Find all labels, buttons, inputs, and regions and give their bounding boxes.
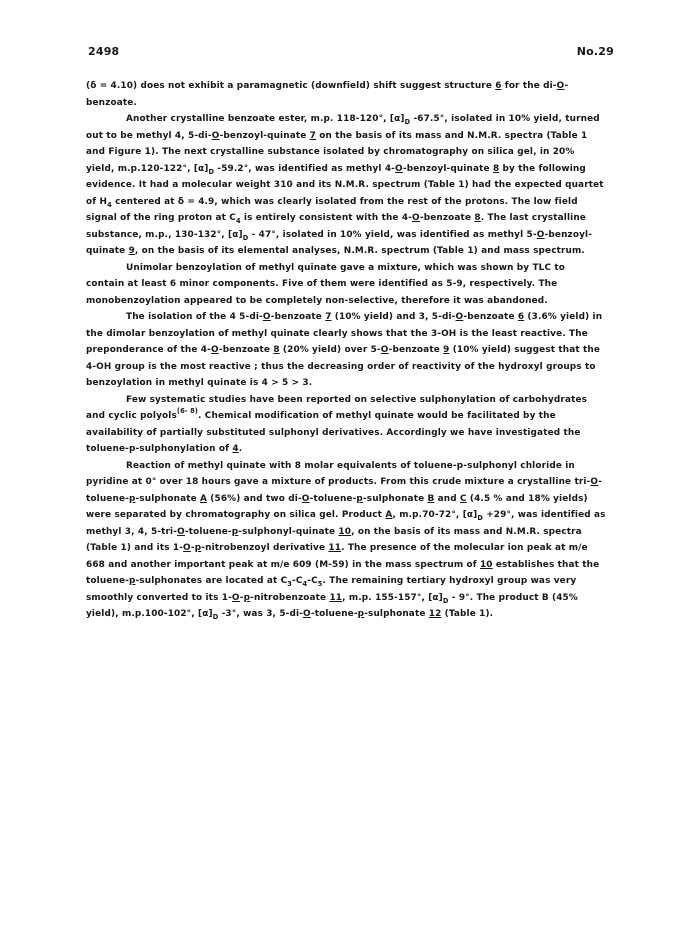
- compound-ref: O: [262, 312, 271, 322]
- subscript: 3: [287, 580, 293, 588]
- compound-ref: 10: [479, 559, 493, 570]
- text-run: -: [239, 592, 244, 603]
- compound-ref: 8: [492, 163, 500, 174]
- compound-ref: 4: [232, 444, 239, 454]
- compound-ref: 9: [128, 246, 135, 256]
- text-run: on the basis of its mass and N.M.R. spectra (Table 1 and Figure 1). The next crystalline substance isolated by chromatography on silica gel, in 20% yield, m.p.120-122°, [α]: [86, 130, 588, 174]
- compound-ref: O: [211, 130, 220, 141]
- compound-ref: 11: [329, 592, 343, 603]
- compound-ref: O: [177, 526, 185, 537]
- text-run: Few systematic studies have been reported on selective sulphonylation of carbohydrates and cyclic polyols: [86, 394, 588, 421]
- text-run: -benzoyl-quinate: [219, 130, 310, 141]
- article-body: [86, 78, 606, 623]
- text-run: establishes that the toluene-: [86, 559, 600, 586]
- compound-ref: O: [590, 477, 599, 487]
- compound-ref: O: [455, 312, 464, 322]
- text-run: -67.5°, isolated in 10% yield, turned out to be methyl 4, 5-di-: [86, 114, 600, 141]
- paragraph-reactivity-order: [86, 309, 606, 392]
- text-run: - 47°, isolated in 10% yield, was identified as methyl 5-: [248, 229, 537, 240]
- compound-ref: O: [210, 345, 219, 355]
- text-run: -sulphonate: [364, 609, 429, 619]
- text-run: . The presence of the molecular ion peak at m/e 668 and another important peak at m/e 609 (M-59) in the mass spectrum of: [86, 543, 588, 570]
- text-run: -benzoate: [463, 312, 518, 322]
- subscript: D: [242, 233, 249, 242]
- compound-ref: 8: [273, 345, 280, 355]
- text-run: -toluene-: [184, 526, 232, 537]
- compound-ref: p: [194, 543, 202, 553]
- compound-ref: 9: [443, 345, 450, 355]
- text-run: -benzoate.: [86, 81, 569, 108]
- subscript: D: [477, 514, 483, 522]
- text-run: -sulphonates are located at C: [135, 576, 288, 586]
- text-run: -sulphonate: [135, 493, 201, 504]
- subscript: 4: [235, 217, 241, 225]
- text-run: (10% yield) suggest that the 4-OH group is the most reactive ; thus the decreasing order of reactivity of the hydroxyl groups to benzoylation in methyl quinate is 4 > 5 > 3.: [86, 345, 601, 388]
- compound-ref: 7: [309, 130, 316, 141]
- text-run: by the following evidence. It had a molecular weight 310 and its N.M.R. spectrum (Table 1) had the expected quartet of H: [86, 163, 604, 207]
- text-run: -sulphonate: [362, 493, 428, 504]
- subscript: 4: [107, 200, 112, 209]
- paragraph-structure-6: [86, 78, 606, 111]
- subscript: 4: [302, 580, 308, 588]
- compound-ref: A: [385, 510, 393, 520]
- reference-superscript: (6- 8): [176, 407, 199, 415]
- text-run: -benzoyl-quinate: [402, 163, 493, 174]
- text-run: -benzoyl-quinate: [86, 229, 593, 256]
- text-run: -C: [307, 576, 318, 586]
- text-run: (56%) and two di-: [207, 493, 302, 504]
- compound-ref: C: [460, 493, 467, 504]
- compound-ref: p: [356, 493, 363, 504]
- text-run: is entirely consistent with the 4-: [240, 213, 412, 223]
- compound-ref: O: [231, 592, 240, 603]
- text-run: -: [190, 543, 195, 553]
- issue-number: No.29: [576, 45, 614, 58]
- text-run: , m.p.70-72°, [α]: [392, 510, 478, 520]
- text-run: Reaction of methyl quinate with 8 molar equivalents of toluene-p-sulphonyl chloride in pyridine at 0° over 18 hours gave a mixture of products. From this crude mixture a crystalline tri-: [86, 460, 591, 487]
- text-run: Unimolar benzoylation of methyl quinate gave a mixture, which was shown by TLC to contain at least 6 minor components. Five of them were identified as 5-9, respectively. The monobenzoylation appeared to be completely non-selective, therefore it was abandoned.: [86, 262, 566, 306]
- text-run: -59.2°, was identified as methyl 4-: [214, 163, 396, 174]
- compound-ref: O: [556, 81, 565, 91]
- text-run: (10% yield) and 3, 5-di-: [331, 312, 456, 322]
- compound-ref: 6: [517, 312, 525, 322]
- subscript: D: [208, 167, 215, 176]
- text-run: -benzoate: [218, 345, 274, 355]
- compound-ref: p: [128, 493, 136, 504]
- compound-ref: 7: [325, 312, 332, 322]
- subscript: D: [442, 596, 449, 605]
- compound-ref: O: [380, 345, 389, 355]
- text-run: . The remaining tertiary hydroxyl group was very smoothly converted to its 1-: [86, 576, 577, 603]
- text-run: -benzoate: [419, 213, 475, 223]
- subscript: D: [404, 118, 411, 126]
- text-run: and: [434, 493, 461, 504]
- compound-ref: A: [200, 493, 208, 504]
- text-run: -toluene-: [86, 477, 603, 504]
- text-run: (3.6% yield) in the dimolar benzoylation of methyl quinate clearly shows that the 3-OH is the least reactive. The preponderance of the 4-: [86, 312, 603, 355]
- text-run: . The last crystalline substance, m.p., 130-132°, [α]: [86, 213, 586, 240]
- compound-ref: 6: [495, 81, 502, 91]
- text-run: -toluene-: [310, 609, 358, 619]
- text-run: - 9°. The product B (45% yield), m.p.100-102°, [α]: [86, 592, 578, 619]
- text-run: -benzoate: [270, 312, 326, 322]
- compound-ref: 10: [338, 526, 352, 537]
- text-run: centered at δ = 4.9, which was clearly isolated from the rest of the protons. The low field signal of the ring proton at C: [86, 196, 578, 223]
- subscript: 5: [317, 580, 323, 588]
- text-run: for the di-: [501, 81, 557, 91]
- subscript: D: [212, 613, 219, 621]
- text-run: (4.5 % and 18% yields) were separated by chromatography on silica gel. Product: [86, 493, 588, 520]
- compound-ref: p: [231, 526, 239, 537]
- compound-ref: 12: [428, 609, 442, 619]
- paragraph-benzoate-esters: [86, 111, 606, 260]
- text-run: , on the basis of its elemental analyses, N.M.R. spectrum (Table 1) and mass spectrum.: [134, 246, 585, 256]
- compound-ref: B: [427, 493, 435, 504]
- compound-ref: O: [301, 493, 310, 504]
- text-run: (20% yield) over 5-: [279, 345, 381, 355]
- compound-ref: O: [536, 229, 545, 240]
- text-run: -nitrobenzoyl derivative: [201, 543, 329, 553]
- paragraph-sulphonylation-intro: [86, 392, 606, 458]
- text-run: . Chemical modification of methyl quinate would be facilitated by the availability of partially substituted sulphonyl derivatives. Accordingly we have investigated the toluene-p-sulphonylation of: [86, 411, 581, 454]
- page-number: 2498: [88, 45, 120, 58]
- compound-ref: O: [395, 163, 403, 174]
- text-run: , m.p. 155-157°, [α]: [342, 592, 443, 603]
- text-run: Another crystalline benzoate ester, m.p. 118-120°, [α]: [126, 114, 405, 124]
- text-run: -3°, was 3, 5-di-: [218, 609, 304, 619]
- compound-ref: O: [303, 609, 311, 619]
- text-run: (δ = 4.10) does not exhibit a paramagnetic (downfield) shift suggest structure: [86, 81, 496, 91]
- compound-ref: p: [357, 609, 365, 619]
- paragraph-tosylation-products: [86, 458, 606, 623]
- compound-ref: p: [128, 576, 136, 586]
- paragraph-unimolar-benzoylation: [86, 260, 606, 310]
- text-run: (Table 1).: [441, 609, 494, 619]
- compound-ref: p: [243, 592, 251, 603]
- text-run: -C: [292, 576, 303, 586]
- compound-ref: 8: [474, 213, 481, 223]
- text-run: -toluene-: [309, 493, 357, 504]
- compound-ref: 11: [328, 543, 342, 553]
- text-run: -sulphonyl-quinate: [238, 526, 339, 537]
- text-run: , on the basis of its mass and N.M.R. spectra (Table 1) and its 1-: [86, 526, 582, 553]
- text-run: -nitrobenzoate: [250, 592, 330, 603]
- compound-ref: O: [412, 213, 420, 223]
- text-run: +29°, was identified as methyl 3, 4, 5-tri-: [86, 510, 606, 537]
- text-run: The isolation of the 4 5-di-: [126, 312, 263, 322]
- text-run: .: [238, 444, 243, 454]
- compound-ref: O: [183, 543, 191, 553]
- text-run: -benzoate: [388, 345, 444, 355]
